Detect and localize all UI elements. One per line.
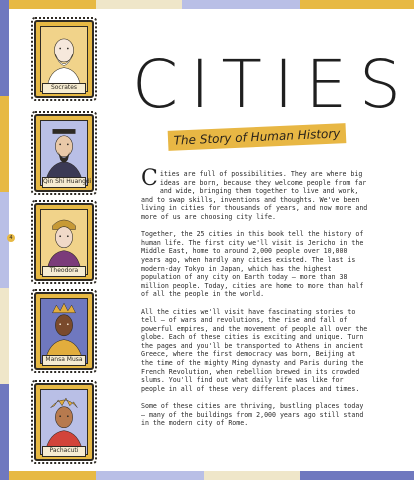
paragraph: All the cities we'll visit have fascinating stories to tell – of wars and revolutions, the rise and fall of powerful empires, and the movement of people all over the globe. Each of these cities is exciting and unique. Turn the pages and you'll be transported to Athens in ancient Greece, where the first democracy was born, Beijing at the time of the mighty Ming dynasty and Paris during the French Revolution, when rebellion brewed in its crowded slums. You'll find out what daily life was like for people in all of these very different places and times. (141, 307, 368, 393)
top-border-block (300, 0, 414, 9)
left-border-block (0, 288, 9, 384)
portrait-caption: Qin Shi Huangdi (42, 177, 86, 188)
subtitle-ribbon: The Story of Human History (168, 123, 347, 151)
portrait-frame (34, 114, 94, 192)
dropcap: C (141, 166, 158, 191)
bottom-border-block (96, 471, 204, 480)
pachacuti-portrait-icon (41, 390, 87, 454)
top-border-block (0, 0, 96, 9)
portrait-caption: Pachacuti (42, 446, 86, 457)
page-number: 4 (7, 234, 15, 242)
bottom-border-block (204, 471, 300, 480)
left-border-block (0, 384, 9, 480)
paragraph: Some of these cities are thriving, bustling places today – many of the buildings from 2,000 years ago still stand in the modern city of Rome. (141, 402, 364, 428)
left-border-block (0, 0, 9, 96)
portrait-frame (34, 383, 94, 461)
empress-portrait-icon (41, 210, 87, 274)
portrait-caption: Theodora (42, 266, 86, 277)
page-title: CITIES (132, 46, 413, 123)
body-text (141, 166, 369, 436)
bottom-border-block (0, 471, 96, 480)
left-border-block (0, 96, 9, 192)
top-border-block (96, 0, 182, 9)
socrates-portrait-icon (41, 27, 87, 91)
portrait-caption: Mansa Musa (42, 355, 86, 366)
mansa-musa-portrait-icon (41, 299, 87, 363)
paragraph: Together, the 25 cities in this book tell the history of human life. The first city we'll visit is Jericho in the Middle East, home to around 2,000 people over 10,000 years ago, when hardly any cities existed. The last is modern-day Tokyo in Japan, which has the highest population of any city on Earth today – more than 38 million people. Today, cities are home to more than half of all the people in the world. (141, 230, 364, 299)
bottom-border-block (300, 471, 414, 480)
emperor-portrait-icon (41, 121, 87, 185)
top-border-block (182, 0, 300, 9)
paragraph-text: ities are full of possibilities. They are where big ideas are born, because they welcome people from far and wide, bringing them together to live and work, and to swap skills, inventions and thoughts. We've been living in cities for thousands of years, and now more and more of us are choosing city life. (141, 170, 368, 221)
portrait-frame (34, 292, 94, 370)
portrait-frame (34, 203, 94, 281)
paragraph (141, 166, 369, 222)
portrait-caption: Socrates (42, 83, 86, 94)
portrait-frame (34, 20, 94, 98)
